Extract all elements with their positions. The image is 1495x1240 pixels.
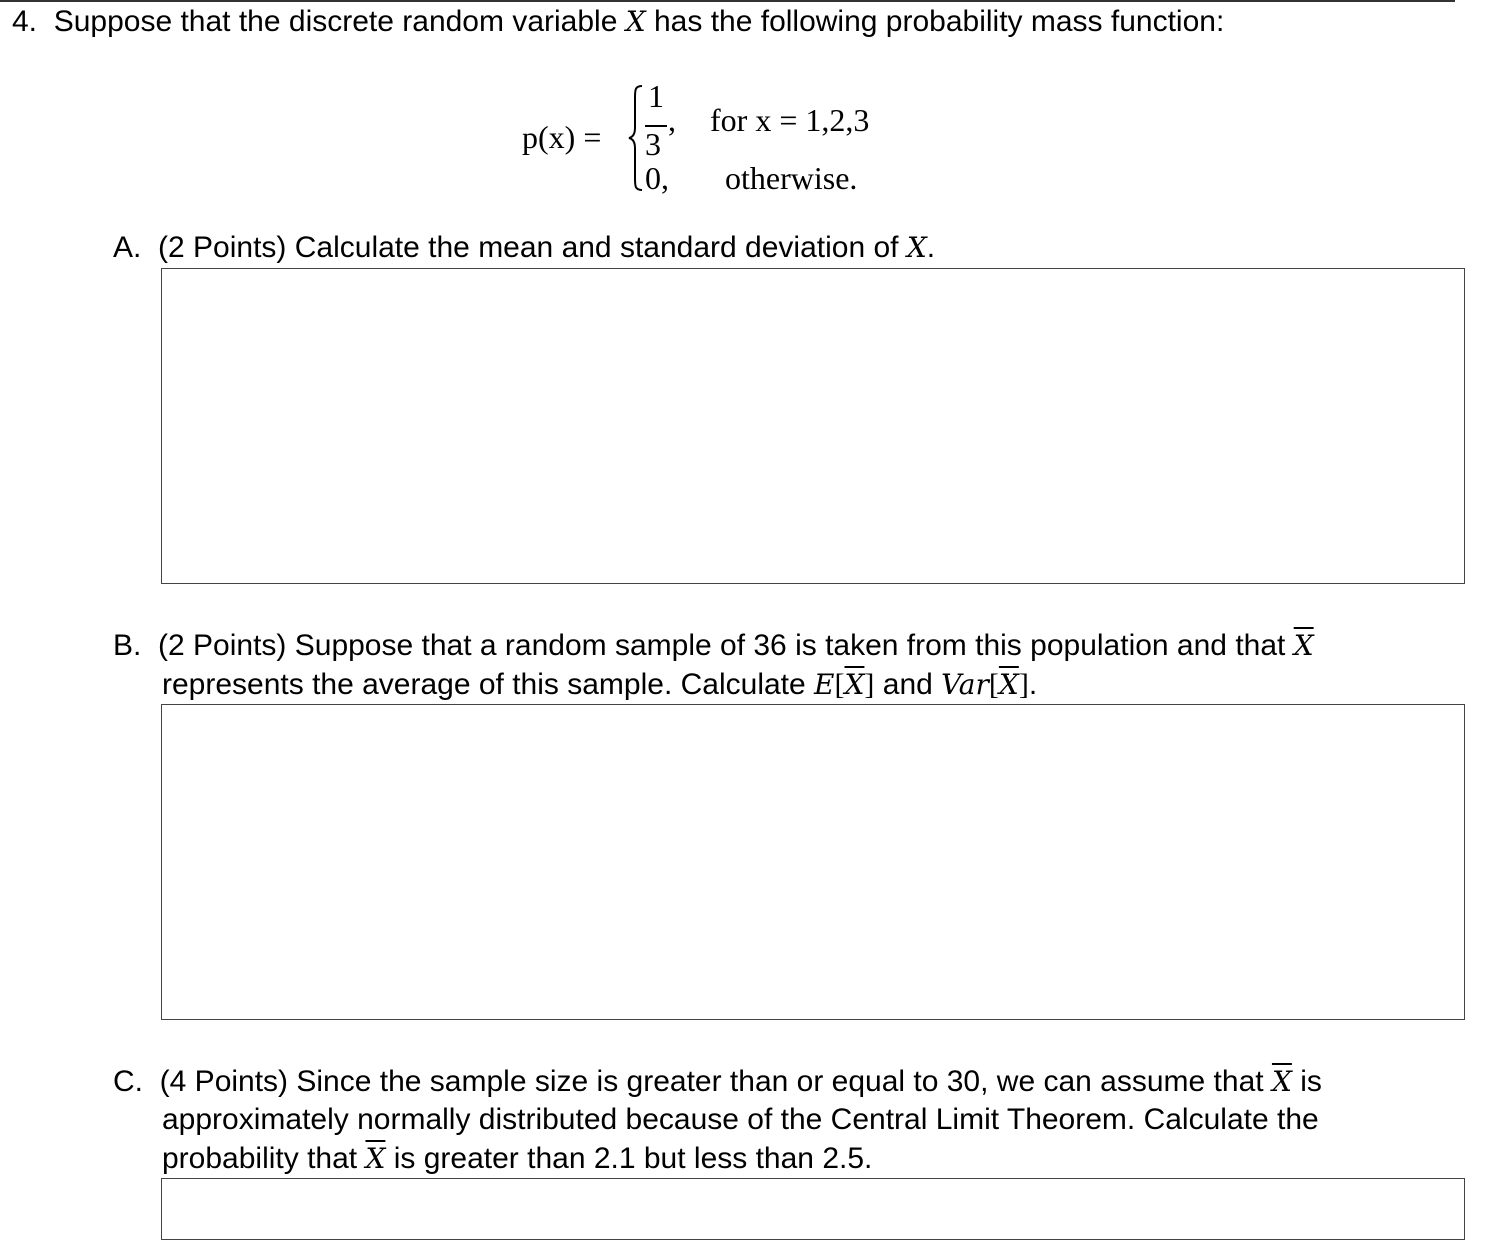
part-b-prompt-line1 bbox=[113, 628, 1314, 664]
part-a-answer-box[interactable] bbox=[161, 268, 1465, 584]
part-c-prompt-line1 bbox=[113, 1064, 1322, 1100]
part-a-prompt bbox=[113, 230, 935, 266]
part-b-label: B. bbox=[113, 629, 142, 662]
part-b-prompt-line2 bbox=[162, 667, 1037, 703]
var-xbar: $\overline{X}$ bbox=[1293, 629, 1314, 662]
part-b-text2: represents the average of this sample. Calculate bbox=[162, 668, 815, 701]
var-xbar: $\overline{X}$ bbox=[365, 1142, 386, 1175]
fraction-denominator: 3 bbox=[645, 126, 661, 162]
var-x: X bbox=[625, 5, 646, 38]
part-c-prompt-line3 bbox=[162, 1141, 872, 1177]
bracket: ] bbox=[864, 668, 875, 701]
question-number: 4. bbox=[12, 5, 38, 38]
bracket: [ bbox=[988, 668, 999, 701]
fraction-numerator: 1 bbox=[648, 78, 664, 114]
part-b-text: (2 Points) Suppose that a random sample of 36 is taken from this population and that bbox=[158, 629, 1294, 662]
stem-text-end: has the following probability mass function: bbox=[645, 5, 1225, 38]
case2-value: 0, bbox=[645, 160, 669, 196]
case1-condition: for x = 1,2,3 bbox=[710, 102, 870, 138]
variance-symbol: Var bbox=[941, 668, 989, 701]
part-c-answer-box[interactable] bbox=[161, 1178, 1465, 1240]
bracket: [ bbox=[834, 668, 845, 701]
period: . bbox=[1028, 668, 1038, 701]
expectation-symbol: E bbox=[814, 668, 835, 701]
part-a-text: (2 Points) Calculate the mean and standard deviation of bbox=[158, 231, 907, 264]
part-b-answer-box[interactable] bbox=[161, 704, 1465, 1020]
part-c-text3: probability that bbox=[162, 1142, 366, 1175]
part-c-prompt-line2: approximately normally distributed because of the Central Limit Theorem. Calculate the bbox=[162, 1103, 1319, 1136]
pmf-lhs: p(x) = bbox=[522, 119, 602, 155]
part-c-label: C. bbox=[113, 1065, 143, 1098]
var-x: X bbox=[906, 231, 927, 264]
part-c-text: (4 Points) Since the sample size is greater than or equal to 30, we can assume that bbox=[159, 1065, 1272, 1098]
stem-text: Suppose that the discrete random variable bbox=[53, 5, 626, 38]
case2-condition: otherwise. bbox=[725, 160, 858, 196]
question-stem bbox=[12, 4, 1224, 40]
var-xbar: $\overline{X}$ bbox=[844, 668, 865, 701]
period: . bbox=[926, 231, 936, 264]
var-xbar: $\overline{X}$ bbox=[1271, 1065, 1292, 1098]
var-xbar: $\overline{X}$ bbox=[998, 668, 1019, 701]
case1-comma: , bbox=[668, 102, 676, 138]
left-brace-icon bbox=[628, 84, 644, 192]
and-text: and bbox=[874, 668, 942, 701]
part-c-text3-end: is greater than 2.1 but less than 2.5. bbox=[385, 1142, 873, 1175]
part-a-label: A. bbox=[113, 231, 142, 264]
page-top-rule bbox=[0, 0, 1455, 2]
bracket: ] bbox=[1018, 668, 1029, 701]
part-c-text-end: is bbox=[1291, 1065, 1322, 1098]
